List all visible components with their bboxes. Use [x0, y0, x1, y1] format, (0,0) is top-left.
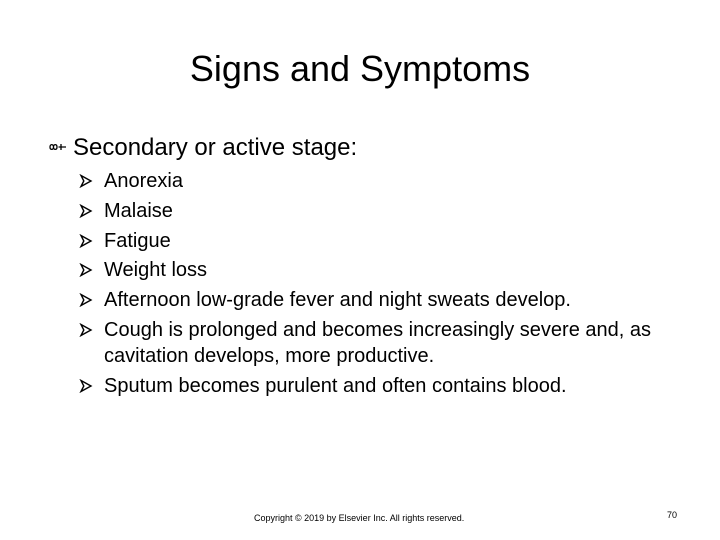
arrow-bullet-icon — [79, 293, 93, 307]
symptom-item — [79, 373, 699, 399]
arrow-bullet-icon — [79, 174, 93, 188]
symptom-text: Weight loss — [104, 259, 208, 282]
symptom-text: Cough is prolonged and becomes increasingly severe and, as cavitation develops, more productive. — [104, 318, 652, 367]
symptom-item — [79, 317, 699, 369]
arrow-bullet-icon — [79, 204, 93, 218]
symptom-item — [79, 168, 699, 194]
copyright-footer: Copyright © 2019 by Elsevier Inc. All rights reserved. — [254, 513, 465, 523]
symptom-item — [79, 287, 699, 313]
symptom-text: Anorexia — [104, 170, 183, 192]
infinity-bullet-icon — [49, 140, 67, 154]
symptom-list — [79, 168, 699, 403]
symptom-text: Malaise — [104, 199, 173, 222]
symptom-item — [79, 228, 699, 254]
symptom-text: Fatigue — [104, 229, 171, 252]
arrow-bullet-icon — [79, 234, 93, 248]
slide-title: Signs and Symptoms — [189, 48, 531, 89]
page-number: 70 — [666, 510, 677, 520]
symptom-text: Afternoon low-grade fever and night sweats develop. — [104, 289, 571, 312]
symptom-text: Sputum becomes purulent and often contains blood. — [104, 374, 567, 397]
main-bullet-text: Secondary or active stage: — [73, 134, 358, 161]
symptom-item — [79, 257, 699, 283]
arrow-bullet-icon — [79, 379, 93, 393]
arrow-bullet-icon — [79, 263, 93, 277]
arrow-bullet-icon — [79, 323, 93, 337]
symptom-item — [79, 198, 699, 224]
